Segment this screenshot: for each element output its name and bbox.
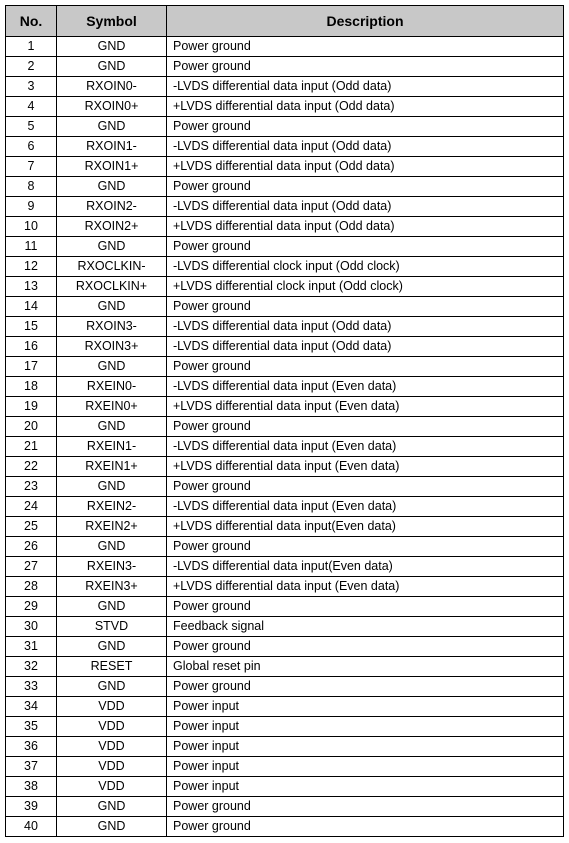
pin-description: Power ground — [167, 417, 564, 437]
table-row — [6, 617, 564, 637]
pin-number: 39 — [6, 797, 57, 817]
table-body — [6, 37, 564, 837]
table-row — [6, 337, 564, 357]
header-no: No. — [6, 6, 57, 37]
pin-number: 38 — [6, 777, 57, 797]
pin-symbol: GND — [57, 637, 167, 657]
pin-number: 37 — [6, 757, 57, 777]
pin-number: 17 — [6, 357, 57, 377]
pin-number: 36 — [6, 737, 57, 757]
table-row — [6, 137, 564, 157]
table-row — [6, 657, 564, 677]
pin-number: 28 — [6, 577, 57, 597]
pin-symbol: RXOIN1- — [57, 137, 167, 157]
pin-description: Power ground — [167, 237, 564, 257]
pin-description: Power ground — [167, 677, 564, 697]
pin-number: 18 — [6, 377, 57, 397]
pin-symbol: GND — [57, 817, 167, 837]
table-row — [6, 817, 564, 837]
pin-symbol: RXEIN2+ — [57, 517, 167, 537]
pin-number: 26 — [6, 537, 57, 557]
table-row — [6, 277, 564, 297]
pin-description: +LVDS differential data input (Odd data) — [167, 157, 564, 177]
table-row — [6, 157, 564, 177]
pin-description: +LVDS differential clock input (Odd clock) — [167, 277, 564, 297]
pin-symbol: VDD — [57, 717, 167, 737]
pin-number: 30 — [6, 617, 57, 637]
pin-description: Power ground — [167, 477, 564, 497]
pin-number: 19 — [6, 397, 57, 417]
table-row — [6, 677, 564, 697]
table-row — [6, 77, 564, 97]
pin-number: 32 — [6, 657, 57, 677]
pin-description: +LVDS differential data input(Even data) — [167, 517, 564, 537]
table-row — [6, 517, 564, 537]
table-row — [6, 257, 564, 277]
pin-symbol: GND — [57, 297, 167, 317]
pin-description: Power input — [167, 697, 564, 717]
table-header — [6, 6, 564, 37]
table-row — [6, 797, 564, 817]
pin-number: 6 — [6, 137, 57, 157]
pin-description: Power ground — [167, 37, 564, 57]
table-row — [6, 437, 564, 457]
pin-number: 25 — [6, 517, 57, 537]
pin-assignment-table — [5, 5, 564, 837]
pin-number: 16 — [6, 337, 57, 357]
pin-number: 33 — [6, 677, 57, 697]
pin-symbol: GND — [57, 237, 167, 257]
table-row — [6, 397, 564, 417]
pin-symbol: RXEIN1- — [57, 437, 167, 457]
header-description: Description — [167, 6, 564, 37]
pin-description: -LVDS differential data input (Even data) — [167, 377, 564, 397]
table-row — [6, 237, 564, 257]
pin-symbol: RXOIN3- — [57, 317, 167, 337]
pin-description: Power ground — [167, 177, 564, 197]
pin-description: +LVDS differential data input (Odd data) — [167, 217, 564, 237]
pin-description: -LVDS differential data input (Odd data) — [167, 317, 564, 337]
pin-number: 23 — [6, 477, 57, 497]
pin-number: 27 — [6, 557, 57, 577]
pin-symbol: GND — [57, 477, 167, 497]
pin-symbol: RXEIN0+ — [57, 397, 167, 417]
table-row — [6, 197, 564, 217]
table-row — [6, 57, 564, 77]
table-row — [6, 477, 564, 497]
pin-number: 10 — [6, 217, 57, 237]
pin-description: Power input — [167, 737, 564, 757]
pin-number: 31 — [6, 637, 57, 657]
pin-description: +LVDS differential data input (Even data) — [167, 397, 564, 417]
pin-number: 21 — [6, 437, 57, 457]
pin-description: Power input — [167, 717, 564, 737]
pin-number: 14 — [6, 297, 57, 317]
pin-number: 1 — [6, 37, 57, 57]
pin-number: 4 — [6, 97, 57, 117]
pin-description: -LVDS differential data input (Odd data) — [167, 77, 564, 97]
pin-symbol: GND — [57, 417, 167, 437]
table-row — [6, 357, 564, 377]
pin-symbol: RXEIN3+ — [57, 577, 167, 597]
pin-number: 35 — [6, 717, 57, 737]
pin-symbol: GND — [57, 357, 167, 377]
pin-description: Power ground — [167, 57, 564, 77]
pin-description: Power ground — [167, 597, 564, 617]
table-row — [6, 97, 564, 117]
table-row — [6, 717, 564, 737]
pin-description: -LVDS differential data input (Odd data) — [167, 137, 564, 157]
pin-description: Power ground — [167, 357, 564, 377]
pin-number: 24 — [6, 497, 57, 517]
table-row — [6, 637, 564, 657]
pin-symbol: RXOIN1+ — [57, 157, 167, 177]
pin-number: 34 — [6, 697, 57, 717]
pin-symbol: GND — [57, 37, 167, 57]
table-row — [6, 737, 564, 757]
pin-description: Power input — [167, 757, 564, 777]
table-row — [6, 557, 564, 577]
pin-number: 11 — [6, 237, 57, 257]
pin-symbol: VDD — [57, 697, 167, 717]
table-row — [6, 417, 564, 437]
pin-description: -LVDS differential data input (Odd data) — [167, 337, 564, 357]
header-symbol: Symbol — [57, 6, 167, 37]
pin-number: 13 — [6, 277, 57, 297]
pin-symbol: GND — [57, 177, 167, 197]
table-row — [6, 377, 564, 397]
pin-number: 3 — [6, 77, 57, 97]
table-row — [6, 777, 564, 797]
pin-number: 29 — [6, 597, 57, 617]
pin-number: 9 — [6, 197, 57, 217]
pin-symbol: RXOIN2+ — [57, 217, 167, 237]
pin-description: -LVDS differential clock input (Odd clock) — [167, 257, 564, 277]
pin-description: Power ground — [167, 817, 564, 837]
table-row — [6, 497, 564, 517]
pin-symbol: GND — [57, 537, 167, 557]
pin-symbol: RXOCLKIN+ — [57, 277, 167, 297]
pin-symbol: RXOIN0- — [57, 77, 167, 97]
pin-description: Power ground — [167, 537, 564, 557]
pin-symbol: RXEIN2- — [57, 497, 167, 517]
pin-description: +LVDS differential data input (Even data) — [167, 457, 564, 477]
pin-symbol: RXOIN2- — [57, 197, 167, 217]
pin-symbol: VDD — [57, 777, 167, 797]
pin-description: Power input — [167, 777, 564, 797]
pin-number: 7 — [6, 157, 57, 177]
pin-symbol: GND — [57, 57, 167, 77]
pin-description: Power ground — [167, 117, 564, 137]
pin-description: +LVDS differential data input (Odd data) — [167, 97, 564, 117]
pin-number: 20 — [6, 417, 57, 437]
pin-symbol: GND — [57, 677, 167, 697]
pin-description: Global reset pin — [167, 657, 564, 677]
table-row — [6, 37, 564, 57]
pin-number: 2 — [6, 57, 57, 77]
pin-symbol: VDD — [57, 757, 167, 777]
pin-number: 22 — [6, 457, 57, 477]
table-row — [6, 597, 564, 617]
pin-description: Power ground — [167, 797, 564, 817]
pin-symbol: RXOIN0+ — [57, 97, 167, 117]
pin-description: -LVDS differential data input (Even data) — [167, 437, 564, 457]
pin-symbol: GND — [57, 797, 167, 817]
pin-number: 12 — [6, 257, 57, 277]
pin-number: 40 — [6, 817, 57, 837]
pin-description: Power ground — [167, 297, 564, 317]
pin-symbol: GND — [57, 117, 167, 137]
pin-number: 5 — [6, 117, 57, 137]
table-row — [6, 297, 564, 317]
table-row — [6, 457, 564, 477]
pin-description: -LVDS differential data input (Odd data) — [167, 197, 564, 217]
table-row — [6, 757, 564, 777]
pin-symbol: RXOCLKIN- — [57, 257, 167, 277]
pin-symbol: RXEIN3- — [57, 557, 167, 577]
table-row — [6, 117, 564, 137]
table-row — [6, 217, 564, 237]
table-row — [6, 577, 564, 597]
table-row — [6, 317, 564, 337]
table-row — [6, 537, 564, 557]
pin-symbol: RXEIN1+ — [57, 457, 167, 477]
pin-number: 15 — [6, 317, 57, 337]
header-row — [6, 6, 564, 37]
pin-symbol: RXEIN0- — [57, 377, 167, 397]
pin-symbol: VDD — [57, 737, 167, 757]
pin-description: Feedback signal — [167, 617, 564, 637]
pin-description: +LVDS differential data input (Even data) — [167, 577, 564, 597]
pin-number: 8 — [6, 177, 57, 197]
pin-description: -LVDS differential data input(Even data) — [167, 557, 564, 577]
pin-symbol: RXOIN3+ — [57, 337, 167, 357]
pin-description: -LVDS differential data input (Even data) — [167, 497, 564, 517]
table-row — [6, 697, 564, 717]
pin-symbol: RESET — [57, 657, 167, 677]
table-row — [6, 177, 564, 197]
pin-symbol: GND — [57, 597, 167, 617]
pin-symbol: STVD — [57, 617, 167, 637]
pin-description: Power ground — [167, 637, 564, 657]
